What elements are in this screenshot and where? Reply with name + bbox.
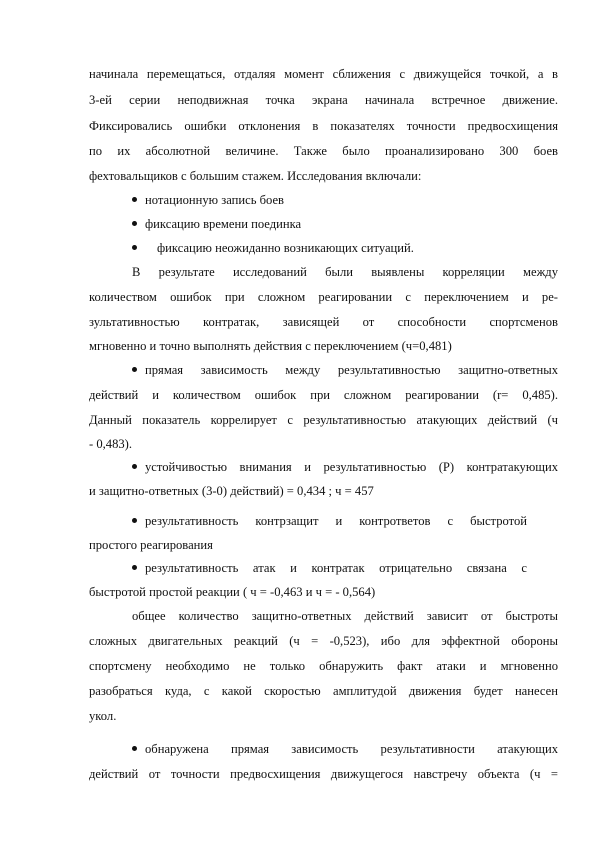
list-item: фиксацию времени поединка	[145, 217, 302, 231]
text-line: действий от точности предвосхищения движущегося навстречу объекта (ч =	[89, 767, 558, 781]
text-line: простого реагирования	[89, 538, 213, 552]
list-item: результативность контрзащит и контрответов с быстротой	[145, 514, 527, 528]
text-line: разобраться куда, с какой скоростью амплитудой движения будет нанесен	[89, 684, 558, 698]
bullet-icon	[132, 221, 137, 226]
text-line: начинала перемещаться, отдаляя момент сближения с движущейся точкой, а в	[89, 67, 558, 81]
text-line: и защитно-ответных (3-0) действий) = 0,434 ; ч = 457	[89, 484, 374, 498]
text-line: укол.	[89, 709, 117, 723]
text-line: общее количество защитно-ответных действий зависит от быстроты	[132, 609, 558, 623]
text-line: фехтовальщиков с большим стажем. Исследования включали:	[89, 169, 422, 183]
text-line: мгновенно и точно выполнять действия с переключением (ч=0,481)	[89, 339, 452, 353]
text-line: Фиксировались ошибки отклонения в показателях точности предвосхищения	[89, 119, 558, 133]
bullet-icon	[132, 518, 137, 523]
bullet-icon	[132, 464, 137, 469]
text-line: 3-ей серии неподвижная точка экрана начинала встречное движение.	[89, 93, 558, 107]
bullet-icon	[132, 245, 137, 250]
text-line: Данный показатель коррелирует с результативностью атакующих действий (ч	[89, 413, 558, 427]
text-line: сложных двигательных реакций (ч = -0,523), ибо для эффектной обороны	[89, 634, 558, 648]
list-item: результативность атак и контратак отрицательно связана с	[145, 561, 527, 575]
text-line: спортсмену необходимо не только обнаружить факт атаки и мгновенно	[89, 659, 558, 673]
list-item: нотационную запись боев	[145, 193, 284, 207]
list-item: устойчивостью внимания и результативностью (Р) контратакующих	[145, 460, 558, 474]
text-line: В результате исследований были выявлены корреляции между	[132, 265, 558, 279]
text-line: по их абсолютной величине. Также было проанализировано 300 боев	[89, 144, 558, 158]
bullet-icon	[132, 197, 137, 202]
bullet-icon	[132, 367, 137, 372]
list-item: прямая зависимость между результативностью защитно-ответных	[145, 363, 558, 377]
text-line: - 0,483).	[89, 437, 133, 451]
list-item: фиксацию неожиданно возникающих ситуаций.	[157, 241, 414, 255]
text-line: количеством ошибок при сложном реагировании с переключением и ре-	[89, 290, 558, 304]
text-line: быстротой простой реакции ( ч = -0,463 и ч = - 0,564)	[89, 585, 376, 599]
text-line: зультативностью контратак, зависящей от способности спортсменов	[89, 315, 558, 329]
bullet-icon	[132, 746, 137, 751]
bullet-icon	[132, 565, 137, 570]
text-line: действий и количеством ошибок при сложном реагировании (r= 0,485).	[89, 388, 558, 402]
list-item: обнаружена прямая зависимость результативности атакующих	[145, 742, 558, 756]
